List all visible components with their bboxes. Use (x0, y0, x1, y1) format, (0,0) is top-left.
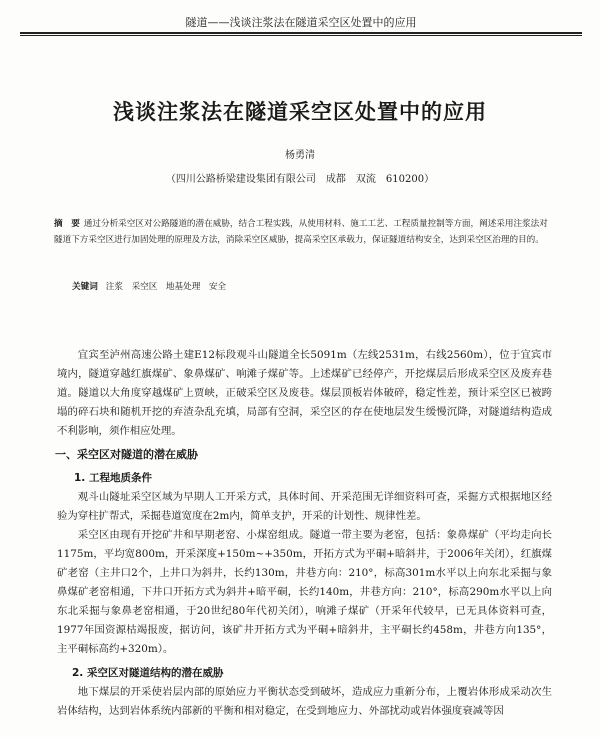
running-header: 隧道——浅谈注浆法在隧道采空区处置中的应用 (185, 16, 417, 29)
abstract-label: 摘 要 (54, 219, 80, 229)
abstract-text: 通过分析采空区对公路隧道的潜在威胁，结合工程实践，从使用材料、施工工艺、工程质量控制等方面，阐述采用注浆法对隧道下方采空区进行加固处理的原理及方法，消除采空区威胁，提高采空区承载力，保证隧道结构安全，达到采空区治理的目的。 (54, 219, 548, 245)
abstract (54, 216, 550, 248)
keywords-label: 关键词 (72, 282, 98, 292)
subsection-heading: 1. 工程地质条件 (74, 472, 152, 484)
header-rule (20, 32, 582, 34)
author: 杨勇清 (285, 150, 315, 161)
keywords-text: 注浆 采空区 地基处理 安全 (105, 282, 227, 292)
paper-title: 浅谈注浆法在隧道采空区处置中的应用 (113, 99, 487, 124)
subsection-heading: 2. 采空区对隧道结构的潜在威胁 (72, 667, 224, 679)
keywords (72, 280, 542, 292)
paragraph: 采空区由现有开挖矿井和早期老窑、小煤窑组成。隧道一带主要为老窑，包括：象鼻煤矿（平均走向长1175m，平均宽800m，开采深度+150m~+350m，开拓方式为平硐+暗斜井，于2006年关闭），红旗煤矿老窑（主井口2个，上井口为斜井，长约130m，井巷方向：210°，标高301m水平以上向东北采掘与象鼻煤矿老窑相通，下井口开拓方式为斜井+暗平硐，长约140m，井巷方向：210°，标高290m水平以上向东北采掘与象鼻老窑相通，于20世纪80年代初关闭），响滩子煤矿（开采年代较早，已无具体资料可查，1977年国资源枯竭报废，据访问，该矿井开拓方式为平硐+暗斜井，主平硐长约458m，井巷方向135°，主平硐标高约+320m）。 (57, 529, 552, 655)
header-rule-thin (20, 35, 582, 36)
paragraph: 地下煤层的开采使岩层内部的原始应力平衡状态受到破坏，造成应力重新分布，上覆岩体形成采动次生岩体结构，达到岩体系统内部新的平衡和相对稳定，在受到地应力、外部扰动或岩体强度衰减等因 (57, 686, 552, 717)
paragraph: 观斗山隧址采空区域为早期人工开采方式，具体时间、开采范围无详细资料可查，采掘方式根据地区经验为穿柱扩帮式，采掘巷道宽度在2m内，简单支护，开采的计划性、规律性差。 (57, 491, 552, 522)
intro-paragraph: 宜宾至泸州高速公路土建E12标段观斗山隧道全长5091m（左线2531m，右线2560m），位于宜宾市境内，隧道穿越红旗煤矿、象鼻煤矿、响滩子煤矿等。上述煤矿已经停产，开挖煤层后形成采空区及废弃巷道。隧道以大角度穿越煤矿上贾峡，正破采空区及废巷。煤层顶板岩体破碎，稳定性差，预计采空区已被跨塌的碎石块和随机开挖的弃渣杂乱充填，局部有空洞，采空区的存在使地层发生缓慢沉降，对隧道结构造成不利影响，须作相应处理。 (57, 349, 552, 437)
affiliation: （四川公路桥梁建设集团有限公司 成都 双流 610200） (165, 174, 435, 185)
section-heading: 一、采空区对隧道的潜在威胁 (55, 448, 198, 461)
